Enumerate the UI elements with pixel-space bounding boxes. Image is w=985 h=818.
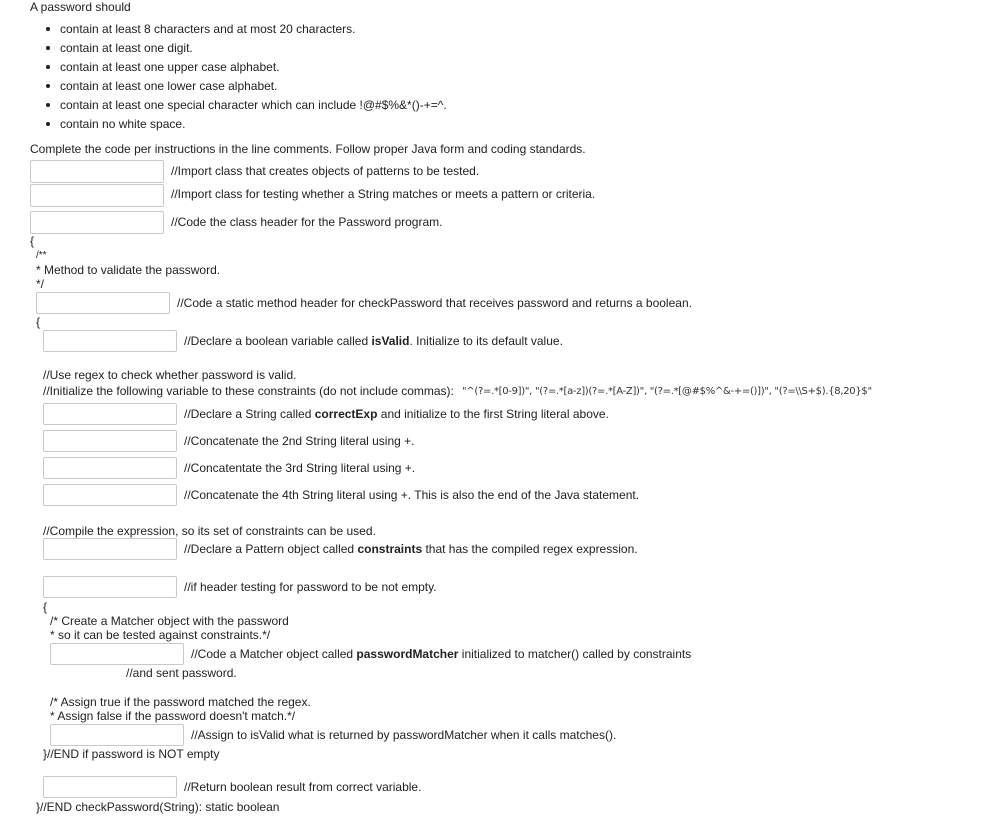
assign-block-comment-2: * Assign false if the password doesn't match.*/ bbox=[50, 709, 296, 723]
method-header-input[interactable] bbox=[36, 292, 170, 314]
matcher-input[interactable] bbox=[50, 643, 184, 665]
bullet-icon bbox=[46, 84, 50, 88]
bullet-icon bbox=[46, 46, 50, 50]
matcher-comment: //Code a Matcher object called passwordMatcher initialized to matcher() called by constraints bbox=[191, 647, 692, 661]
javadoc-open: /** bbox=[36, 250, 47, 261]
bullet-icon bbox=[46, 103, 50, 107]
import-matcher-comment: //Import class for testing whether a String matches or meets a pattern or criteria. bbox=[171, 187, 596, 201]
concat-4th-comment: //Concatenate the 4th String literal using +. This is also the end of the Java statement. bbox=[184, 488, 640, 502]
use-regex-comment: //Use regex to check whether password is valid. bbox=[43, 368, 297, 382]
password-rules-list bbox=[44, 22, 447, 136]
if-open-brace: { bbox=[43, 600, 48, 614]
correctexp-input[interactable] bbox=[43, 403, 177, 425]
method-open-brace: { bbox=[36, 315, 41, 329]
class-open-brace: { bbox=[30, 234, 35, 248]
end-if-comment: }//END if password is NOT empty bbox=[43, 747, 220, 761]
import-pattern-input[interactable] bbox=[30, 160, 164, 183]
isvalid-input[interactable] bbox=[43, 330, 177, 352]
matcher-block-comment-1: /* Create a Matcher object with the password bbox=[50, 614, 289, 628]
concat-3rd-input[interactable] bbox=[43, 457, 177, 479]
regex-literals: "^(?=.*[0-9])", "(?=.*[a-z])(?=.*[A-Z])", "(?=.*[@#$%^&-+=()])", "(?=\\S+$).{8,20}$" bbox=[462, 386, 872, 397]
return-input[interactable] bbox=[43, 776, 177, 798]
assign-input[interactable] bbox=[50, 724, 184, 746]
method-header-comment: //Code a static method header for checkPassword that receives password and returns a boolean. bbox=[177, 296, 692, 310]
list-item: contain at least one upper case alphabet. bbox=[44, 60, 447, 79]
concat-4th-input[interactable] bbox=[43, 484, 177, 506]
if-header-input[interactable] bbox=[43, 576, 177, 598]
concat-2nd-comment: //Concatenate the 2nd String literal using +. bbox=[184, 434, 415, 448]
if-header-comment: //if header testing for password to be not empty. bbox=[184, 580, 437, 594]
correctexp-comment: //Declare a String called correctExp and initialize to the first String literal above. bbox=[184, 407, 609, 421]
matcher-comment-cont: //and sent password. bbox=[126, 666, 237, 680]
assign-comment: //Assign to isValid what is returned by passwordMatcher when it calls matches(). bbox=[191, 728, 617, 742]
concat-3rd-comment: //Concatentate the 3rd String literal using +. bbox=[184, 461, 416, 475]
isvalid-comment: //Declare a boolean variable called isValid. Initialize to its default value. bbox=[184, 334, 563, 348]
javadoc-close: */ bbox=[36, 277, 45, 291]
class-header-comment: //Code the class header for the Password program. bbox=[171, 215, 443, 229]
bullet-icon bbox=[46, 65, 50, 69]
import-matcher-input[interactable] bbox=[30, 184, 164, 207]
class-header-input[interactable] bbox=[30, 211, 164, 234]
compile-comment: //Compile the expression, so its set of constraints can be used. bbox=[43, 524, 376, 538]
list-item: contain at least 8 characters and at most 20 characters. bbox=[44, 22, 447, 41]
return-comment: //Return boolean result from correct variable. bbox=[184, 780, 422, 794]
assign-block-comment-1: /* Assign true if the password matched the regex. bbox=[50, 695, 311, 709]
list-item: contain at least one special character which can include !@#$%&*()-+=^. bbox=[44, 98, 447, 117]
matcher-block-comment-2: * so it can be tested against constraints.*/ bbox=[50, 628, 271, 642]
import-pattern-comment: //Import class that creates objects of patterns to be tested. bbox=[171, 164, 480, 178]
instructions-text: Complete the code per instructions in the line comments. Follow proper Java form and coding standards. bbox=[30, 142, 586, 156]
intro-text: A password should bbox=[30, 0, 131, 14]
list-item: contain no white space. bbox=[44, 117, 447, 136]
end-method-comment: }//END checkPassword(String): static boolean bbox=[36, 800, 280, 814]
init-constraints-comment: //Initialize the following variable to these constraints (do not include commas): bbox=[43, 384, 454, 398]
concat-2nd-input[interactable] bbox=[43, 430, 177, 452]
bullet-icon bbox=[46, 122, 50, 126]
pattern-comment: //Declare a Pattern object called constraints that has the compiled regex expression. bbox=[184, 542, 638, 556]
list-item: contain at least one lower case alphabet. bbox=[44, 79, 447, 98]
bullet-icon bbox=[46, 27, 50, 31]
list-item: contain at least one digit. bbox=[44, 41, 447, 60]
pattern-input[interactable] bbox=[43, 538, 177, 560]
javadoc-body: * Method to validate the password. bbox=[36, 263, 221, 277]
